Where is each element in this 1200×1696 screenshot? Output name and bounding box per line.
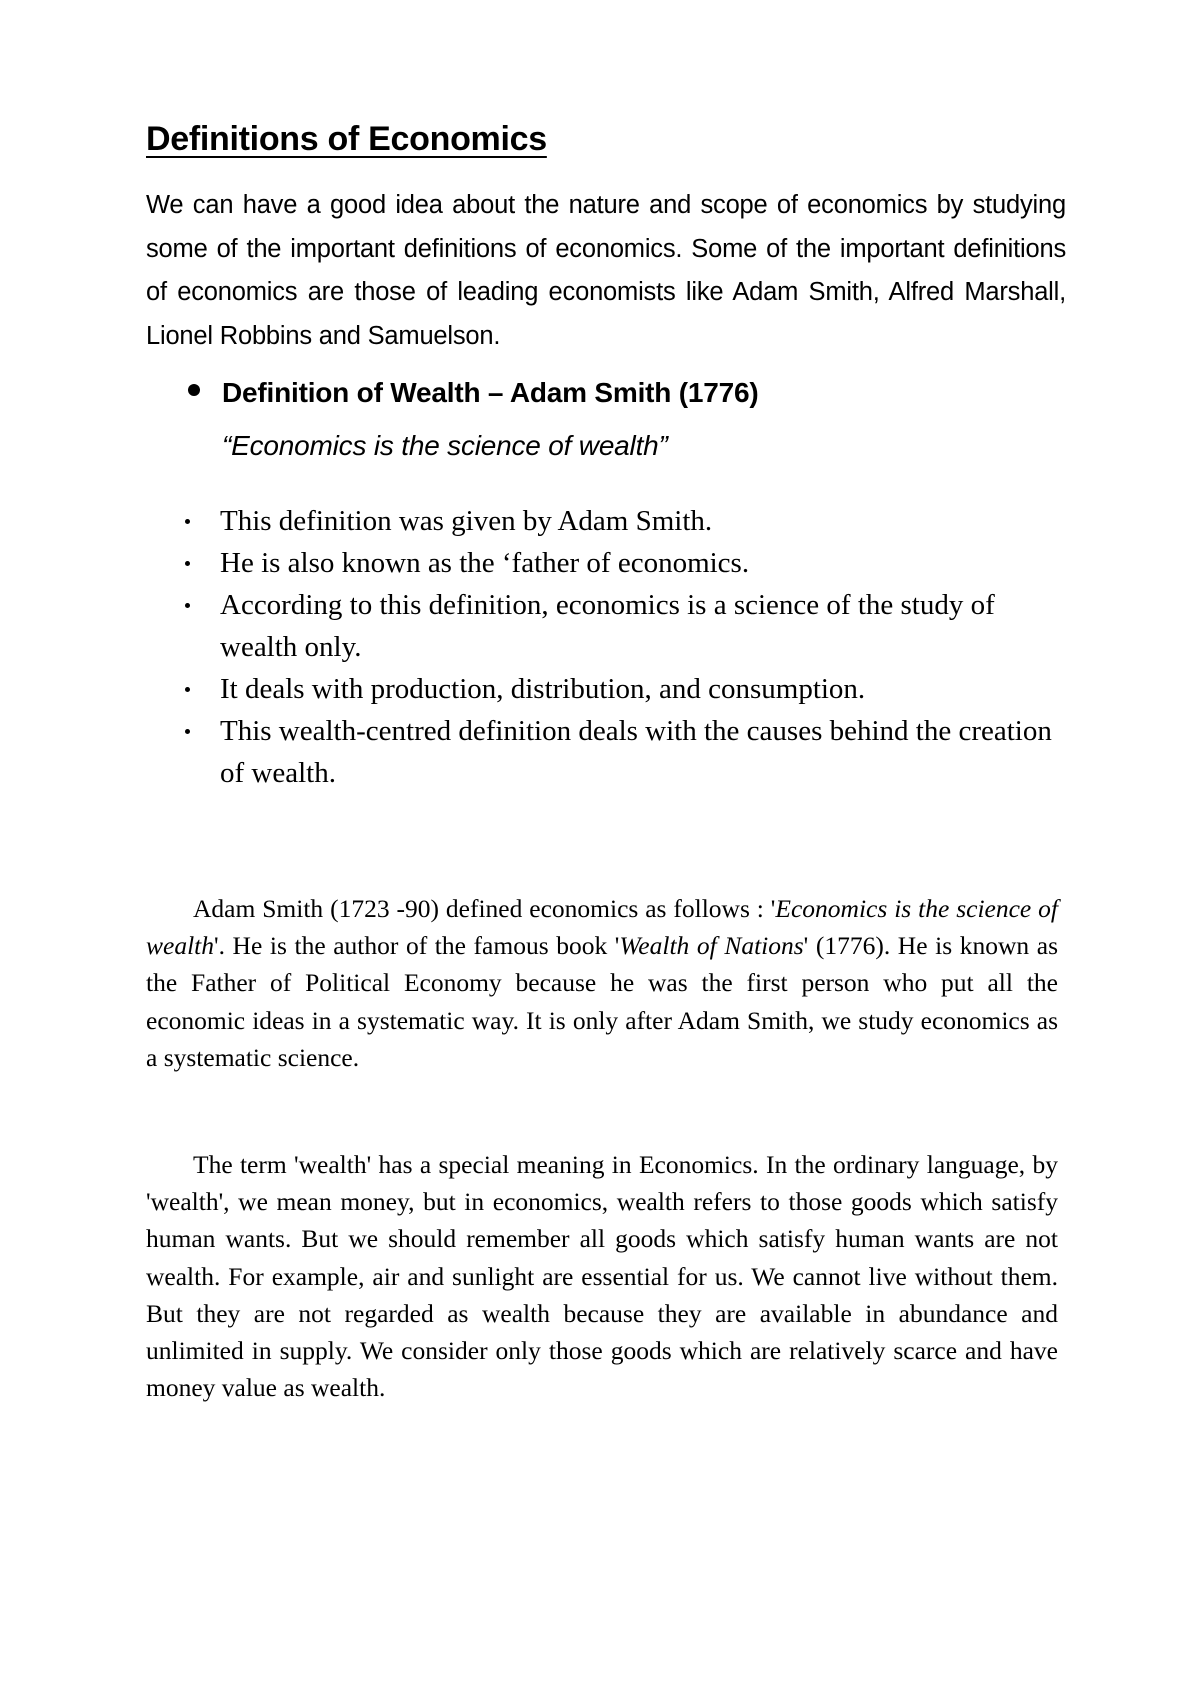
bullet-icon xyxy=(185,561,190,566)
list-item-text: It deals with production, distribution, and consumption. xyxy=(220,673,866,705)
page-title: Definitions of Economics xyxy=(146,120,547,158)
definition-points-list xyxy=(172,500,1072,794)
bullet-icon xyxy=(185,519,190,524)
bullet-icon xyxy=(188,384,200,396)
list-item xyxy=(172,710,1072,794)
paragraph-text: '. He is the author of the famous book ' xyxy=(214,931,620,961)
list-item xyxy=(172,584,1072,668)
adam-smith-paragraph xyxy=(146,890,1058,1076)
definition-heading xyxy=(188,377,759,409)
paragraph-text: Adam Smith (1723 -90) defined economics as follows : ' xyxy=(193,894,776,923)
list-item-text: He is also known as the ‘father of economics. xyxy=(220,547,750,579)
list-item-text: According to this definition, economics is a science of the study of wealth only. xyxy=(220,589,995,663)
intro-paragraph: We can have a good idea about the nature and scope of economics by studying some of the important definitions of economics. Some of the important definitions of economics are those of leading economists like Adam Smith, Alfred Marshall, Lionel Robbins and Samuelson. xyxy=(146,191,1066,350)
list-item xyxy=(172,668,1072,710)
list-item xyxy=(172,542,1072,584)
list-item xyxy=(172,500,1072,542)
definition-heading-text: Definition of Wealth – Adam Smith (1776) xyxy=(222,377,759,408)
list-item-text: This wealth-centred definition deals with the causes behind the creation of wealth. xyxy=(220,715,1052,789)
list-item-text: This definition was given by Adam Smith. xyxy=(220,505,713,537)
bullet-icon xyxy=(185,687,190,692)
wealth-meaning-paragraph: The term 'wealth' has a special meaning in Economics. In the ordinary language, by 'wealth', we mean money, but in economics, wealth refers to those goods which satisfy human wants. But we should remember all goods which satisfy human wants are not wealth. For example, air and sunlight are essential for us. We cannot live without them. But they are not regarded as wealth because they are available in abundance and unlimited in supply. We consider only those goods which are relatively scarce and have money value as wealth. xyxy=(146,1150,1058,1403)
definition-quote: “Economics is the science of wealth” xyxy=(222,430,668,461)
paragraph-text: ' (1776). He is known as the Father of Political Economy because he was the first person who put all the economic ideas in a systematic way. It is only after Adam Smith, we study economics as a systematic science. xyxy=(146,931,1058,1072)
book-title: Wealth of Nations xyxy=(619,931,804,961)
quoted-definition: Economics is the science of wealth xyxy=(146,894,1058,961)
bullet-icon xyxy=(185,603,190,608)
bullet-icon xyxy=(185,729,190,734)
